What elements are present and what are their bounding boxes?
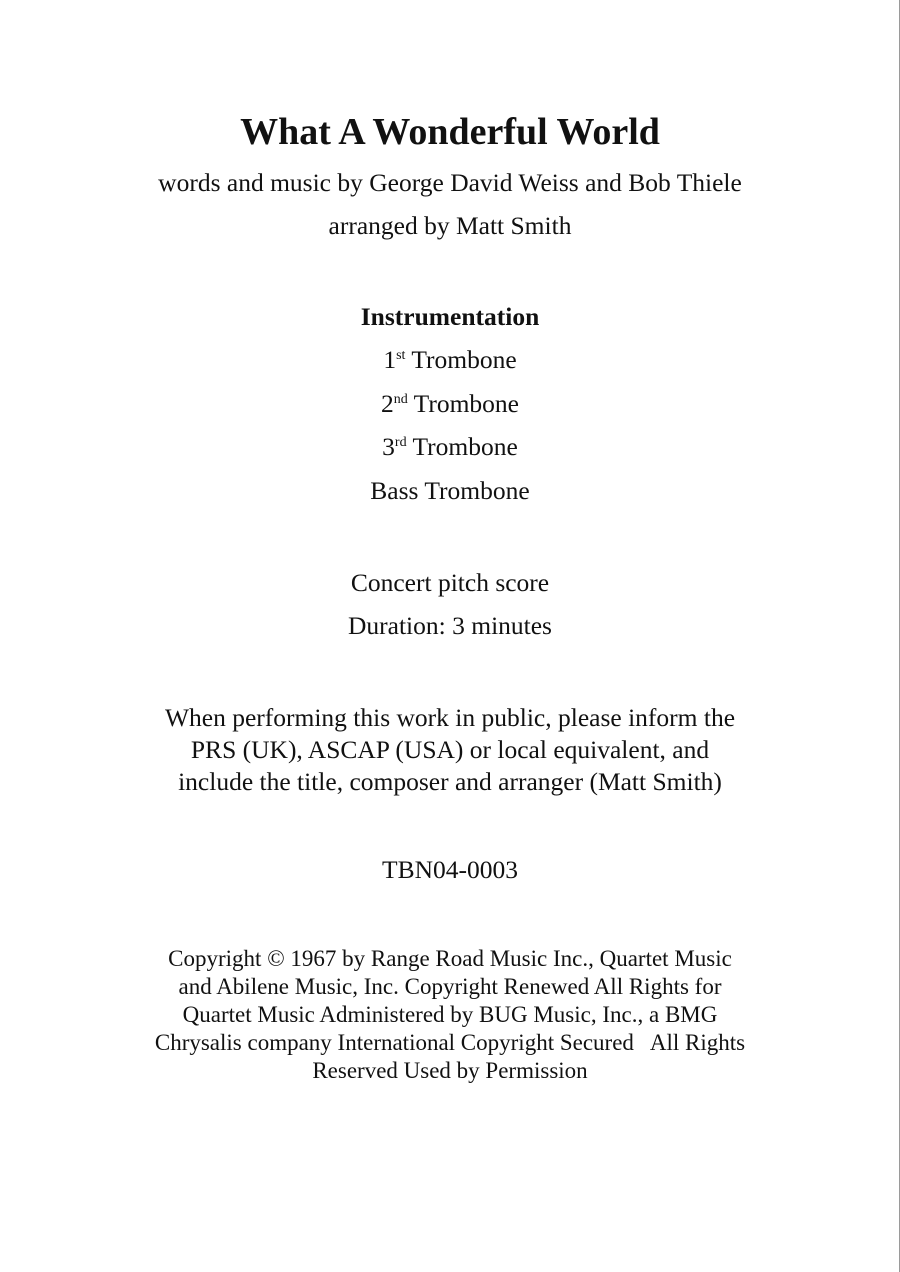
arranger-credit: arranged by Matt Smith — [328, 211, 572, 240]
notice-line: PRS (UK), ASCAP (USA) or local equivalent, and — [190, 735, 710, 764]
score-pitch: Concert pitch score — [350, 568, 550, 597]
performance-notice — [0, 702, 900, 798]
copyright-line: Copyright © 1967 by Range Road Music Inc., Quartet Music — [168, 946, 732, 971]
notice-line: When performing this work in public, please inform the — [164, 703, 736, 732]
instrument-part — [0, 476, 900, 506]
part-ordinal: st — [396, 348, 406, 363]
part-number: 1 — [383, 345, 397, 374]
part-number: 2 — [381, 388, 394, 418]
part-name: Trombone — [407, 388, 519, 418]
copyright-line: Reserved Used by Permission — [312, 1058, 588, 1083]
part-ordinal: nd — [393, 391, 408, 407]
instrumentation-heading: Instrumentation — [360, 302, 540, 331]
composer-credit: words and music by George David Weiss and Bob Thiele — [158, 168, 742, 197]
score-duration: Duration: 3 minutes — [348, 611, 552, 640]
copyright-line: Quartet Music Administered by BUG Music, Inc., a BMG — [182, 1002, 718, 1027]
page-title: What A Wonderful World — [240, 111, 660, 153]
instrument-part — [0, 389, 900, 419]
part-name: Bass Trombone — [370, 475, 530, 505]
catalog-code: TBN04-0003 — [382, 855, 518, 884]
copyright-line: Chrysalis company International Copyright Secured All Rights — [154, 1030, 746, 1055]
instrument-part — [0, 432, 900, 462]
part-name: Trombone — [405, 345, 517, 374]
instrumentation-list — [0, 345, 900, 519]
part-ordinal: rd — [394, 435, 407, 450]
copyright-line: and Abilene Music, Inc. Copyright Renewed All Rights for — [178, 974, 722, 999]
instrument-part — [0, 345, 900, 375]
part-number: 3 — [382, 432, 395, 461]
part-name: Trombone — [406, 432, 518, 461]
copyright-notice — [0, 945, 900, 1085]
notice-line: include the title, composer and arranger (Matt Smith) — [178, 767, 722, 796]
